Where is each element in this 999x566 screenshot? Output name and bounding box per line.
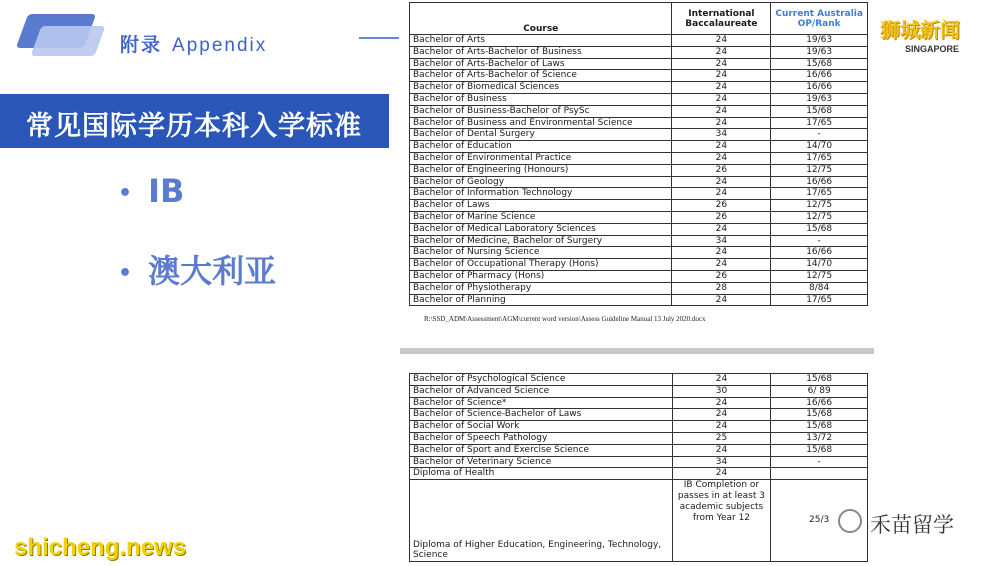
op-cell: 12/75 xyxy=(771,164,868,176)
op-cell xyxy=(771,468,868,480)
course-cell: Bachelor of Arts-Bachelor of Science xyxy=(410,70,672,82)
table-row xyxy=(410,247,868,259)
table-row xyxy=(410,480,868,562)
table-row xyxy=(410,421,868,433)
course-cell: Bachelor of Business xyxy=(410,93,672,105)
ib-cell: 24 xyxy=(672,93,771,105)
ib-cell: 30 xyxy=(672,385,771,397)
table-row xyxy=(410,141,868,153)
column-header-course: Course xyxy=(410,3,672,35)
wechat-account-name: 禾苗留学 xyxy=(870,513,954,537)
course-cell: Bachelor of Pharmacy (Hons) xyxy=(410,270,672,282)
op-cell: - xyxy=(771,456,868,468)
ib-cell: 26 xyxy=(672,211,771,223)
admission-table-top xyxy=(409,2,868,306)
op-cell: 15/68 xyxy=(771,444,868,456)
op-cell: 15/68 xyxy=(771,223,868,235)
op-cell: 14/70 xyxy=(771,141,868,153)
table-row xyxy=(410,105,868,117)
op-cell: 16/66 xyxy=(771,176,868,188)
bullet-label: 澳大利亚 xyxy=(148,252,277,290)
course-cell: Bachelor of Arts xyxy=(410,35,672,47)
op-cell: 16/66 xyxy=(771,397,868,409)
ib-cell: 24 xyxy=(672,409,771,421)
column-header-ib: International Baccalaureate xyxy=(672,3,771,35)
bullet-item xyxy=(118,246,276,292)
ib-cell: 24 xyxy=(672,105,771,117)
table-row xyxy=(410,176,868,188)
ib-cell: 26 xyxy=(672,200,771,212)
course-cell: Bachelor of Veterinary Science xyxy=(410,456,673,468)
ib-cell: 24 xyxy=(672,294,771,306)
table-row xyxy=(410,117,868,129)
ib-cell: 24 xyxy=(672,397,771,409)
table-row xyxy=(410,432,868,444)
ib-cell: 24 xyxy=(672,247,771,259)
course-cell: Bachelor of Sport and Exercise Science xyxy=(410,444,673,456)
course-cell: Bachelor of Information Technology xyxy=(410,188,672,200)
table-row xyxy=(410,129,868,141)
table-row xyxy=(410,444,868,456)
appendix-heading-cn: 附录 xyxy=(120,35,163,56)
table-row xyxy=(410,235,868,247)
ib-cell: 34 xyxy=(672,235,771,247)
ib-cell: 24 xyxy=(672,223,771,235)
ib-cell: 24 xyxy=(672,444,771,456)
ib-cell: 24 xyxy=(672,468,771,480)
op-cell: 15/68 xyxy=(771,58,868,70)
course-cell: Bachelor of Arts-Bachelor of Laws xyxy=(410,58,672,70)
op-cell: 15/68 xyxy=(771,105,868,117)
course-cell: Bachelor of Physiotherapy xyxy=(410,282,672,294)
ib-cell: 24 xyxy=(672,176,771,188)
table-row xyxy=(410,58,868,70)
ib-cell: 24 xyxy=(672,35,771,47)
op-cell: 14/70 xyxy=(771,259,868,271)
column-header-op: Current Australia OP/Rank xyxy=(771,3,868,35)
op-cell: 8/84 xyxy=(771,282,868,294)
site-watermark: shicheng.news xyxy=(14,534,187,561)
table-row xyxy=(410,223,868,235)
op-cell: 12/75 xyxy=(771,200,868,212)
course-cell: Diploma of Higher Education, Engineering, Technology, Science xyxy=(410,480,673,562)
table-row xyxy=(410,468,868,480)
op-cell: 16/66 xyxy=(771,247,868,259)
heading-divider xyxy=(359,37,399,39)
op-cell: 17/65 xyxy=(771,117,868,129)
ib-cell: 34 xyxy=(672,129,771,141)
ib-cell: 24 xyxy=(672,259,771,271)
ib-cell: 24 xyxy=(672,141,771,153)
course-cell: Bachelor of Psychological Science xyxy=(410,374,673,386)
ib-cell: 24 xyxy=(672,82,771,94)
table-row xyxy=(410,93,868,105)
course-cell: Bachelor of Education xyxy=(410,141,672,153)
appendix-heading xyxy=(120,30,267,57)
table-row xyxy=(410,46,868,58)
table-row xyxy=(410,409,868,421)
table-row xyxy=(410,35,868,47)
course-cell: Bachelor of Speech Pathology xyxy=(410,432,673,444)
appendix-logo-shape-front xyxy=(31,26,106,56)
table-row xyxy=(410,164,868,176)
op-cell: 12/75 xyxy=(771,270,868,282)
ib-cell: 24 xyxy=(672,421,771,433)
op-cell: - xyxy=(771,129,868,141)
op-cell: 17/65 xyxy=(771,152,868,164)
op-cell: 19/63 xyxy=(771,93,868,105)
ib-cell: 28 xyxy=(672,282,771,294)
table-row xyxy=(410,385,868,397)
course-cell: Bachelor of Science-Bachelor of Laws xyxy=(410,409,673,421)
table-row xyxy=(410,294,868,306)
bullet-dot-icon: • xyxy=(118,260,133,286)
op-cell: 16/66 xyxy=(771,82,868,94)
op-cell: 15/68 xyxy=(771,421,868,433)
course-cell: Bachelor of Business-Bachelor of PsySc xyxy=(410,105,672,117)
ib-cell: 26 xyxy=(672,164,771,176)
ib-cell: 26 xyxy=(672,270,771,282)
table-row xyxy=(410,82,868,94)
wechat-icon xyxy=(838,509,862,533)
course-cell: Bachelor of Business and Environmental Science xyxy=(410,117,672,129)
course-cell: Bachelor of Occupational Therapy (Hons) xyxy=(410,259,672,271)
course-cell: Bachelor of Science* xyxy=(410,397,673,409)
table-row xyxy=(410,397,868,409)
ib-cell: IB Completion or passes in at least 3 academic subjects from Year 12 xyxy=(672,480,771,562)
ib-cell: 24 xyxy=(672,188,771,200)
op-cell: 19/63 xyxy=(771,35,868,47)
course-cell: Diploma of Health xyxy=(410,468,673,480)
ib-cell: 25 xyxy=(672,432,771,444)
ib-cell: 34 xyxy=(672,456,771,468)
page-separator xyxy=(400,348,874,354)
table-row xyxy=(410,211,868,223)
course-cell: Bachelor of Dental Surgery xyxy=(410,129,672,141)
course-cell: Bachelor of Environmental Practice xyxy=(410,152,672,164)
admission-table-bottom xyxy=(409,373,868,562)
op-cell: 16/66 xyxy=(771,70,868,82)
table-row xyxy=(410,282,868,294)
table-row xyxy=(410,70,868,82)
course-cell: Bachelor of Medical Laboratory Sciences xyxy=(410,223,672,235)
course-cell: Bachelor of Nursing Science xyxy=(410,247,672,259)
op-cell: 15/68 xyxy=(771,409,868,421)
bullet-dot-icon: • xyxy=(118,180,133,206)
table-row xyxy=(410,456,868,468)
shicheng-logo-sub: SINGAPORE xyxy=(905,44,960,54)
ib-cell: 24 xyxy=(672,46,771,58)
ib-cell: 24 xyxy=(672,58,771,70)
table-row xyxy=(410,152,868,164)
table-row xyxy=(410,259,868,271)
op-cell: 12/75 xyxy=(771,211,868,223)
op-cell: 15/68 xyxy=(771,374,868,386)
banner-title: 常见国际学历本科入学标准 xyxy=(26,111,362,142)
course-cell: Bachelor of Medicine, Bachelor of Surgery xyxy=(410,235,672,247)
table-row xyxy=(410,200,868,212)
op-cell: 13/72 xyxy=(771,432,868,444)
course-cell: Bachelor of Marine Science xyxy=(410,211,672,223)
op-cell: - xyxy=(771,235,868,247)
course-cell: Bachelor of Biomedical Sciences xyxy=(410,82,672,94)
table-row xyxy=(410,270,868,282)
course-cell: Bachelor of Social Work xyxy=(410,421,673,433)
course-cell: Bachelor of Arts-Bachelor of Business xyxy=(410,46,672,58)
course-cell: Bachelor of Engineering (Honours) xyxy=(410,164,672,176)
course-cell: Bachelor of Laws xyxy=(410,200,672,212)
table-row xyxy=(410,374,868,386)
op-cell: 25/3 xyxy=(771,480,868,562)
shicheng-logo: 狮城新闻 xyxy=(880,18,960,42)
op-cell: 17/65 xyxy=(771,294,868,306)
course-cell: Bachelor of Geology xyxy=(410,176,672,188)
bullet-label: IB xyxy=(148,172,185,210)
op-cell: 6/ 89 xyxy=(771,385,868,397)
appendix-heading-en: Appendix xyxy=(172,35,268,56)
op-cell: 19/63 xyxy=(771,46,868,58)
file-path-note: R:\SSD_ADM\Assessment\AGM\current word version\Assess Guideline Manual 13 July 2020.docx xyxy=(424,315,706,323)
course-cell: Bachelor of Planning xyxy=(410,294,672,306)
ib-cell: 24 xyxy=(672,117,771,129)
course-cell: Bachelor of Advanced Science xyxy=(410,385,673,397)
op-cell: 17/65 xyxy=(771,188,868,200)
ib-cell: 24 xyxy=(672,152,771,164)
bullet-item xyxy=(118,172,184,210)
ib-cell: 24 xyxy=(672,374,771,386)
table-row xyxy=(410,188,868,200)
ib-cell: 24 xyxy=(672,70,771,82)
